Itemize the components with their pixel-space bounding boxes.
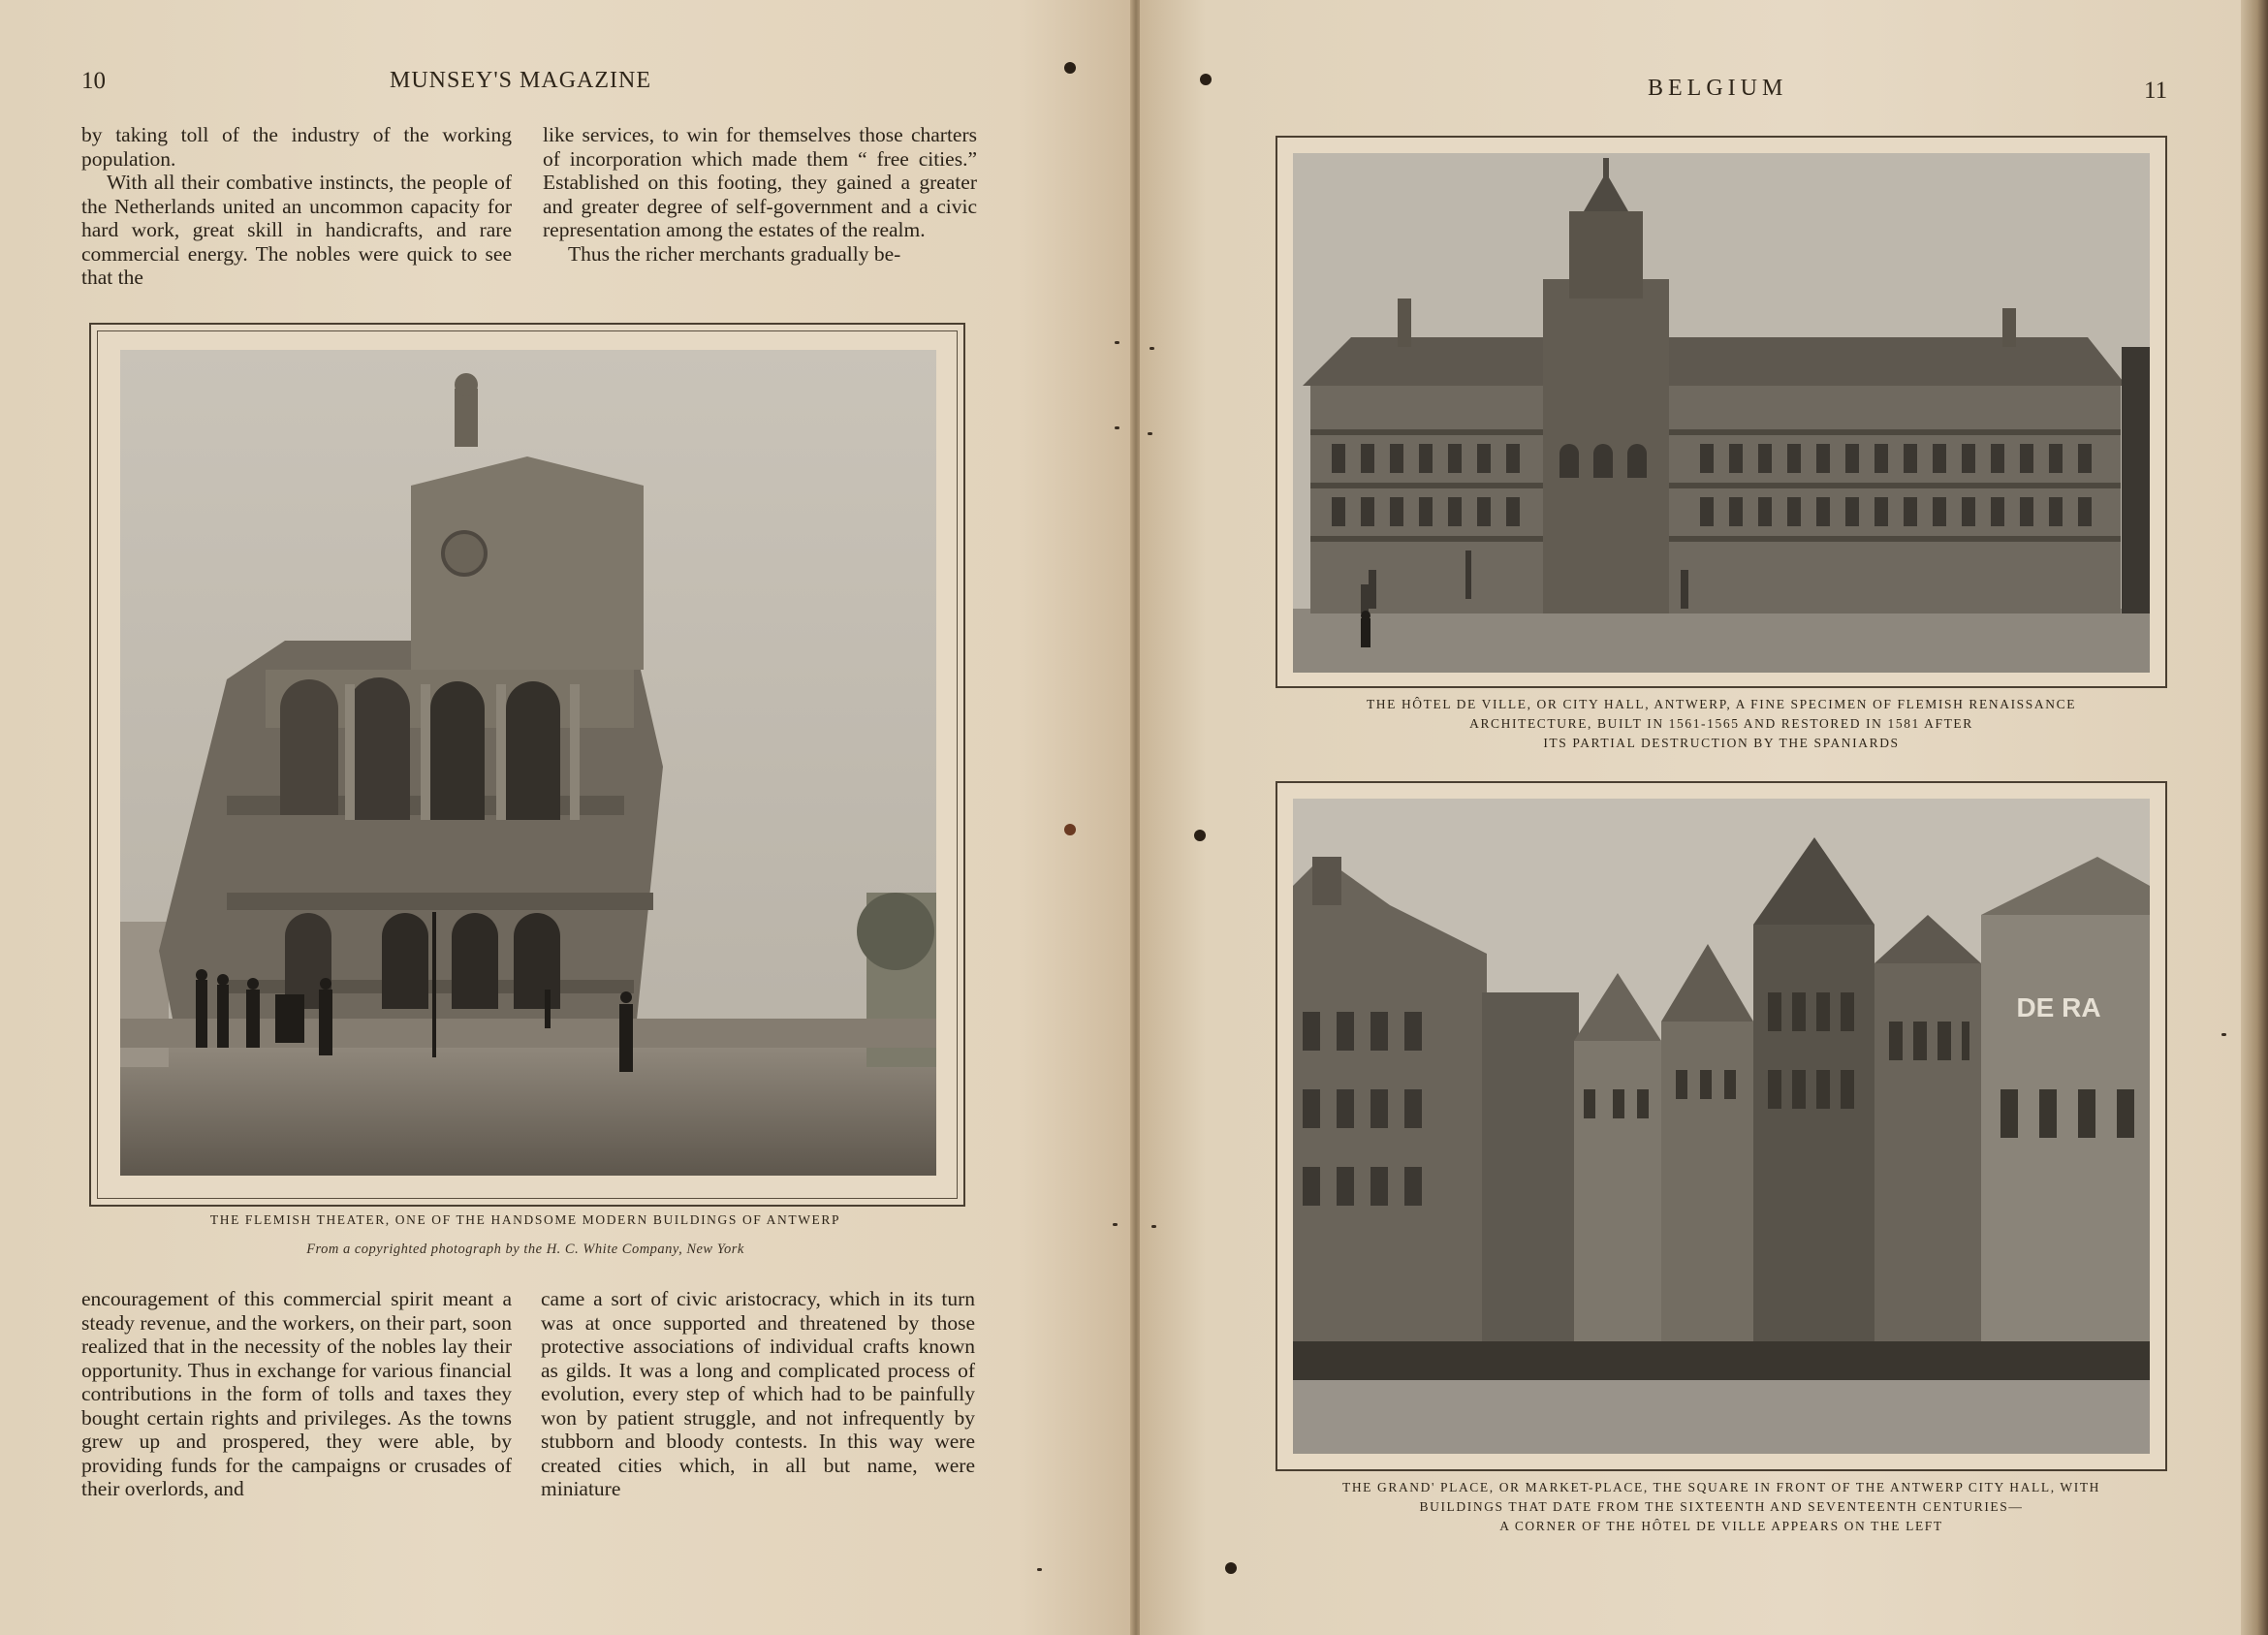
caption-line: ITS PARTIAL DESTRUCTION BY THE SPANIARDS: [1543, 736, 1900, 750]
left-page-number: 10: [81, 68, 106, 94]
grand-place-figure-frame: [1276, 781, 2167, 1471]
right-page: [1140, 0, 2245, 1635]
binding-hole: [1064, 62, 1076, 74]
paragraph: With all their combative instincts, the people of the Netherlands united an uncommon capacity for hard work, great skill in handicrafts, and rare commercial energy. The nobles were quick to see that the: [81, 171, 512, 289]
binding-hole: [1194, 830, 1206, 841]
caption-line: BUILDINGS THAT DATE FROM THE SIXTEENTH AND SEVENTEENTH CENTURIES—: [1419, 1499, 2024, 1514]
caption-line: THE GRAND' PLACE, OR MARKET-PLACE, THE SQUARE IN FRONT OF THE ANTWERP CITY HALL, WITH: [1341, 1480, 2101, 1494]
theater-illustration: [120, 350, 936, 1176]
flemish-theater-photo: [120, 350, 936, 1176]
theater-photo-credit: From a copyrighted photograph by the H. C. White Company, New York: [306, 1242, 744, 1257]
paragraph: Thus the richer merchants gradually be-: [568, 241, 901, 266]
left-bottom-column-2: [541, 1287, 975, 1501]
caption-line: ARCHITECTURE, BUILT IN 1561-1565 AND RESTORED IN 1581 AFTER: [1469, 716, 1973, 731]
left-top-column-2: [543, 123, 977, 266]
left-bottom-column-1: [81, 1287, 512, 1501]
theater-figure-frame: [89, 323, 965, 1207]
right-page-number: 11: [2144, 78, 2168, 104]
binding-hole: [1200, 74, 1212, 85]
right-running-head: BELGIUM: [1648, 76, 1788, 101]
theater-caption: THE FLEMISH THEATER, ONE OF THE HANDSOME MODERN BUILDINGS OF ANTWERP: [209, 1212, 841, 1227]
paragraph: came a sort of civic aristocracy, which in its turn was at once supported and threatened by those protective associations of individual crafts known as gilds. It was a long and complicated process of evolution, every step of which had to be painfully won by patient struggle, and not infrequently by stubborn and bloody contests. In this way were created cities which, in all but name, were miniature: [541, 1287, 975, 1500]
binding-hole: [1064, 824, 1076, 835]
paragraph: by taking toll of the industry of the working population.: [81, 123, 512, 171]
left-top-column-1: [81, 123, 512, 290]
grand-place-illustration: [1293, 799, 2150, 1454]
grand-place-photo: [1293, 799, 2150, 1454]
grand-place-caption: [1217, 1478, 2225, 1536]
shop-sign-text: DE RA: [2016, 992, 2101, 1022]
caption-line: A CORNER OF THE HÔTEL DE VILLE APPEARS ON THE LEFT: [1499, 1519, 1943, 1533]
caption-line: THE HÔTEL DE VILLE, OR CITY HALL, ANTWERP, A FINE SPECIMEN OF FLEMISH RENAISSANCE: [1366, 697, 2077, 711]
paragraph: like services, to win for themselves those charters of incorporation which made them “ free cities.” Established on this footing, they gained a greater and greater degree of self-government and a civic representation among the estates of the realm.: [543, 123, 977, 241]
left-page: [0, 0, 1132, 1635]
city-hall-caption: [1237, 695, 2206, 753]
city-hall-illustration: [1293, 153, 2150, 673]
city-hall-figure-frame: [1276, 136, 2167, 688]
paragraph: encouragement of this commercial spirit meant a steady revenue, and the workers, on their part, soon realized that in the necessity of the nobles lay their opportunity. Thus in exchange for various financial contributions in the form of tolls and taxes they bought certain rights and privileges. As the towns grew up and prospered, they were able, by providing funds for the campaigns or crusades of their overlords, and: [81, 1287, 512, 1500]
city-hall-photo: [1293, 153, 2150, 673]
page-edge-shadow: [2241, 0, 2268, 1635]
left-running-head: MUNSEY'S MAGAZINE: [390, 68, 651, 93]
binding-hole: [1225, 1562, 1237, 1574]
